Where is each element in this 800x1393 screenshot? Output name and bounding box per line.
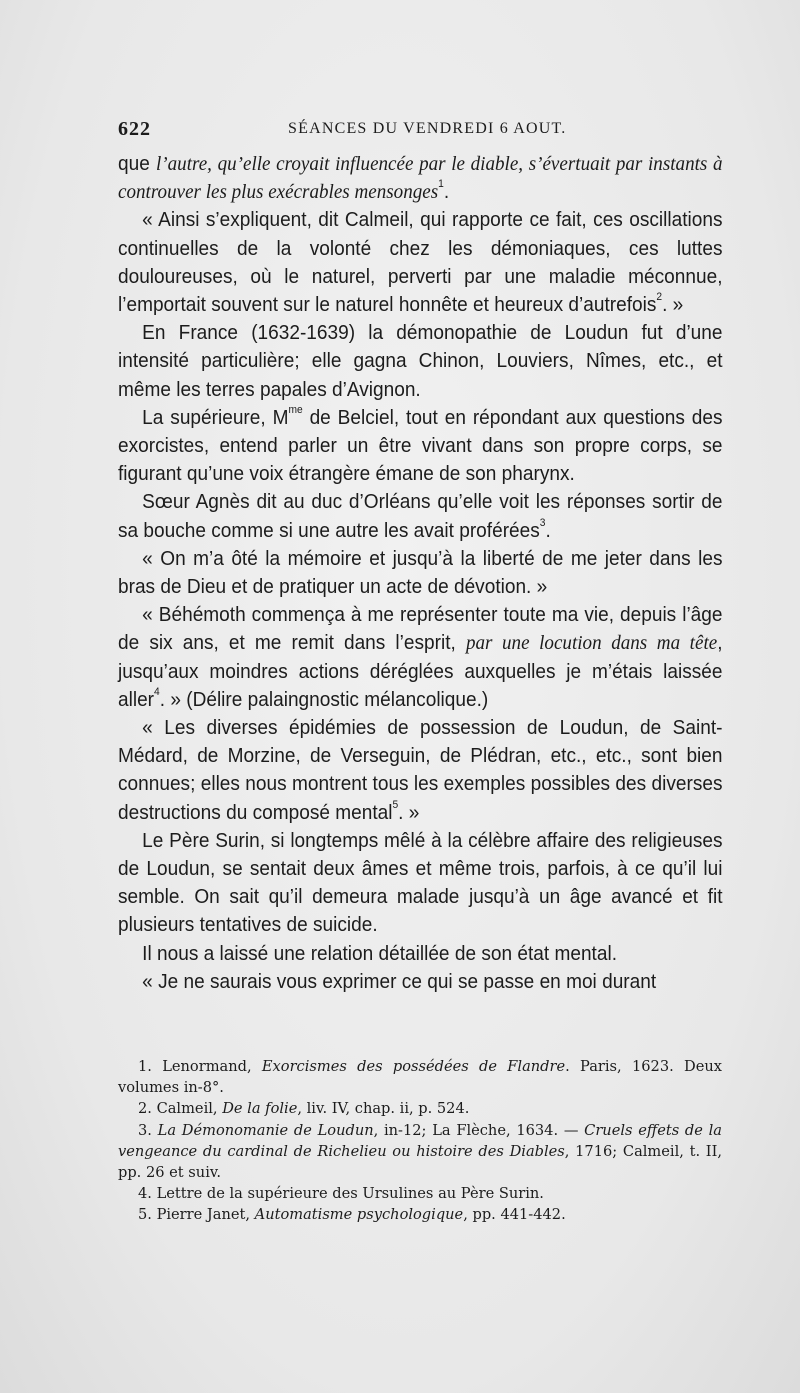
paragraph-6: « On m’a ôté la mémoire et jusqu’à la liberté de me jeter dans les bras de Dieu et de pratiquer un acte de dévotion. »: [118, 546, 723, 599]
footnote-ref-2: 2: [656, 291, 663, 304]
footnote-5: 5. Pierre Janet, Automatisme psychologique, pp. 441-442.: [138, 1206, 566, 1224]
footnote-1: 1. Lenormand, Exorcismes des possédées de Flandre. Paris, 1623. Deux volumes in-8°.: [118, 1058, 722, 1097]
footnote-ref-3: 3: [539, 516, 546, 529]
paragraph-2: « Ainsi s’expliquent, dit Calmeil, qui rapporte ce fait, ces oscillations continuelles de la volonté chez les démoniaques, ces luttes douloureuses, où le naturel, perverti par une maladie méconnue, l’emportait souvent sur le naturel honnête et heureux d’autrefois$^2$. »: [118, 208, 723, 317]
footnote-ref-1: 1: [438, 178, 444, 191]
body-text: [118, 150, 723, 996]
paragraph-4: La supérieure, $M^{me}$ de Belciel, tout en répondant aux questions des exorcistes, entend parler un être vivant dans son propre corps, se figurant qu’une voix étrangère émane de son pharynx.: [118, 404, 723, 486]
paragraph-1: que l’autre, qu’elle croyait influencée par le diable, s’évertuait par instants à controuver les plus exécrables mensonges$^1$.: [118, 152, 723, 204]
footnote-2: 2. Calmeil, De la folie, liv. IV, chap. ii, p. 524.: [138, 1100, 470, 1118]
paragraph-11: « Je ne saurais vous exprimer ce qui se passe en moi durant: [142, 969, 657, 993]
footnote-ref-4: 4: [154, 686, 160, 699]
footnotes: [118, 1056, 722, 1226]
footnote-ref-5: 5: [392, 798, 399, 811]
footnote-4: 4. Lettre de la supérieure des Ursulines au Père Surin.: [138, 1185, 544, 1203]
page-header: [118, 118, 722, 144]
paragraph-10: Il nous a laissé une relation détaillée de son état mental.: [142, 941, 618, 965]
running-title: SÉANCES DU VENDREDI 6 AOUT.: [288, 120, 567, 137]
paragraph-5: Sœur Agnès dit au duc d’Orléans qu’elle voit les réponses sortir de sa bouche comme si une autre les avait proférées$^3$.: [118, 490, 723, 542]
footnote-3: 3. La Démonomanie de Loudun, in-12; La Flèche, 1634. — Cruels effets de la vengeance du cardinal de Richelieu ou histoire des Diables, 1716; Calmeil, t. II, pp. 26 et suiv.: [118, 1121, 722, 1182]
paragraph-3: En France (1632-1639) la démonopathie de Loudun fut d’une intensité particulière; elle gagna Chinon, Louviers, Nîmes, etc., et même les terres papales d’Avignon.: [118, 321, 723, 401]
paragraph-8: « Les diverses épidémies de possession de Loudun, de Saint-Médard, de Morzine, de Verseguin, de Plédran, etc., etc., sont bien connues; elles nous montrent tous les exemples possibles des diverses destructions du composé mental$^5$. »: [118, 716, 723, 824]
paragraph-7: « Béhémoth commença à me représenter toute ma vie, depuis l’âge de six ans, et me remit dans l’esprit, par une locution dans ma tête, jusqu’aux moindres actions déréglées auxquelles je m’étais laissée aller$^4$. » (Délire palaingnostic mélancolique.): [118, 603, 723, 711]
page-number: 622: [118, 118, 151, 140]
paragraph-9: Le Père Surin, si longtemps mêlé à la célèbre affaire des religieuses de Loudun, se sentait deux âmes et même trois, parfois, à ce qu’il lui semble. On sait qu’il demeura malade jusqu’à un âge avancé et fit plusieurs tentatives de suicide.: [118, 828, 723, 937]
